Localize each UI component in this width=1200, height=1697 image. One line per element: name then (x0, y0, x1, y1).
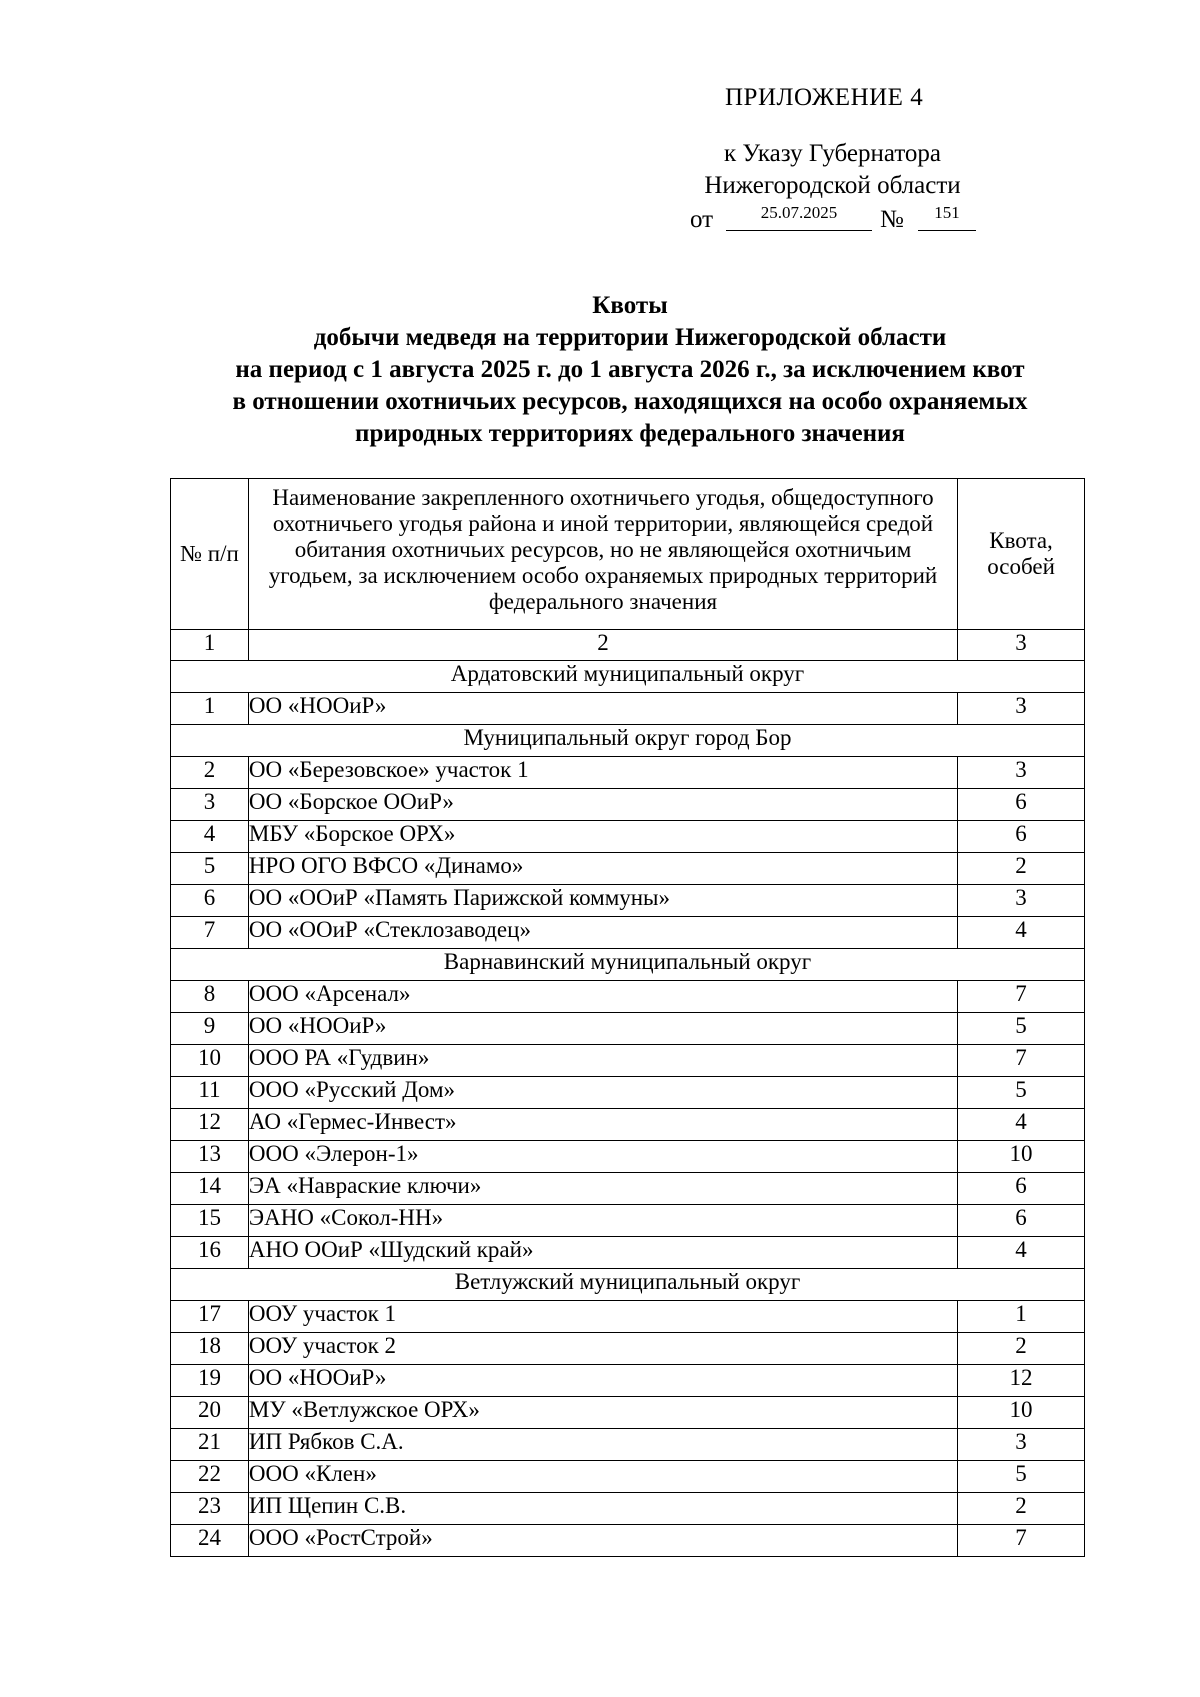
table-row (171, 1461, 1085, 1493)
hunting-ground-name: ООО «Арсенал» (248, 981, 957, 1013)
table-row (171, 1013, 1085, 1045)
table-row (171, 789, 1085, 821)
hunting-ground-name: ООО «Элерон-1» (248, 1141, 957, 1173)
hunting-ground-name: ООО «Русский Дом» (248, 1077, 957, 1109)
quota-table (170, 478, 1085, 1557)
row-number: 21 (171, 1429, 249, 1461)
row-number: 1 (171, 693, 249, 725)
table-row (171, 853, 1085, 885)
row-number: 5 (171, 853, 249, 885)
header-quota: Квота, особей (958, 479, 1085, 630)
table-row (171, 1237, 1085, 1269)
table-row (171, 693, 1085, 725)
row-number: 23 (171, 1493, 249, 1525)
title-line-2: добычи медведя на территории Нижегородской области (313, 324, 947, 351)
table-row (171, 1365, 1085, 1397)
quota-value: 10 (958, 1141, 1085, 1173)
hunting-ground-name: НРО ОГО ВФСО «Динамо» (248, 853, 957, 885)
hunting-ground-name: ОО «Борское ООиР» (248, 789, 957, 821)
row-number: 13 (171, 1141, 249, 1173)
quota-value: 3 (958, 1429, 1085, 1461)
title-line-5: природных территориях федерального значения (355, 420, 905, 447)
hunting-ground-name: ОО «НООиР» (248, 693, 957, 725)
row-number: 20 (171, 1397, 249, 1429)
district-row (171, 949, 1085, 981)
row-number: 10 (171, 1045, 249, 1077)
hunting-ground-name: АО «Гермес-Инвест» (248, 1109, 957, 1141)
row-number: 6 (171, 885, 249, 917)
quota-value: 7 (958, 981, 1085, 1013)
hunting-ground-name: ООО «РостСтрой» (248, 1525, 957, 1557)
title-line-4: в отношении охотничьих ресурсов, находящихся на особо охраняемых (232, 388, 1028, 415)
district-row (171, 661, 1085, 693)
row-number: 17 (171, 1301, 249, 1333)
row-number: 7 (171, 917, 249, 949)
table-row (171, 885, 1085, 917)
quota-value: 2 (958, 1333, 1085, 1365)
hunting-ground-name: ОО «ООиР «Память Парижской коммуны» (248, 885, 957, 917)
table-row (171, 1141, 1085, 1173)
quota-value: 10 (958, 1397, 1085, 1429)
table-row (171, 1205, 1085, 1237)
table-row (171, 1109, 1085, 1141)
quota-value: 6 (958, 1205, 1085, 1237)
document-title (150, 290, 1110, 450)
table-row (171, 1333, 1085, 1365)
row-number: 2 (171, 757, 249, 789)
hunting-ground-name: ОО «Березовское» участок 1 (248, 757, 957, 789)
row-number: 15 (171, 1205, 249, 1237)
table-row (171, 1077, 1085, 1109)
quota-value: 7 (958, 1525, 1085, 1557)
decree-line-1: к Указу Губернатора (723, 140, 942, 167)
row-number: 18 (171, 1333, 249, 1365)
quota-value: 3 (958, 757, 1085, 789)
quota-value: 5 (958, 1077, 1085, 1109)
district-name: Ардатовский муниципальный округ (171, 661, 1085, 693)
row-number: 3 (171, 789, 249, 821)
row-number: 19 (171, 1365, 249, 1397)
district-name: Варнавинский муниципальный округ (171, 949, 1085, 981)
row-number: 9 (171, 1013, 249, 1045)
quota-value: 3 (958, 693, 1085, 725)
quota-value: 4 (958, 1237, 1085, 1269)
hunting-ground-name: АНО ООиР «Шудский край» (248, 1237, 957, 1269)
district-row (171, 1269, 1085, 1301)
decree-number: 151 (918, 204, 976, 231)
table-row (171, 757, 1085, 789)
table-row (171, 821, 1085, 853)
table-row (171, 981, 1085, 1013)
from-label: от (690, 206, 714, 233)
decree-line-2: Нижегородской области (704, 172, 961, 199)
number-label: № (880, 206, 904, 233)
row-number: 4 (171, 821, 249, 853)
district-row (171, 725, 1085, 757)
quota-value: 2 (958, 853, 1085, 885)
table-row (171, 1429, 1085, 1461)
hunting-ground-name: ОО «ООиР «Стеклозаводец» (248, 917, 957, 949)
hunting-ground-name: МУ «Ветлужское ОРХ» (248, 1397, 957, 1429)
decree-reference (680, 138, 985, 202)
hunting-ground-name: ЭА «Навраские ключи» (248, 1173, 957, 1205)
quota-value: 12 (958, 1365, 1085, 1397)
column-number: 1 (171, 630, 249, 661)
hunting-ground-name: ООУ участок 1 (248, 1301, 957, 1333)
quota-value: 5 (958, 1461, 1085, 1493)
row-number: 24 (171, 1525, 249, 1557)
hunting-ground-name: ОО «НООиР» (248, 1365, 957, 1397)
column-number-row (171, 630, 1085, 661)
quota-value: 7 (958, 1045, 1085, 1077)
table-header-row (171, 479, 1085, 630)
table-body (171, 630, 1085, 1557)
header-num: № п/п (171, 479, 249, 630)
table-row (171, 917, 1085, 949)
title-line-1: Квоты (592, 292, 668, 319)
table-row (171, 1525, 1085, 1557)
table-row (171, 1493, 1085, 1525)
quota-value: 6 (958, 821, 1085, 853)
quota-value: 1 (958, 1301, 1085, 1333)
appendix-label: ПРИЛОЖЕНИЕ 4 (725, 84, 924, 111)
table-row (171, 1301, 1085, 1333)
table-row (171, 1397, 1085, 1429)
row-number: 8 (171, 981, 249, 1013)
header-name: Наименование закрепленного охотничьего угодья, общедоступного охотничьего угодья района и иной территории, являющейся средой обитания охотничьих ресурсов, но не являющейся охотничьим угодьем, за исключением особо охраняемых природных территорий федерального значения (248, 479, 957, 630)
column-number: 2 (248, 630, 957, 661)
hunting-ground-name: ИП Щепин С.В. (248, 1493, 957, 1525)
table-row (171, 1173, 1085, 1205)
hunting-ground-name: ООО РА «Гудвин» (248, 1045, 957, 1077)
decree-date: 25.07.2025 (726, 204, 872, 231)
row-number: 14 (171, 1173, 249, 1205)
row-number: 22 (171, 1461, 249, 1493)
quota-value: 3 (958, 885, 1085, 917)
title-line-3: на период с 1 августа 2025 г. до 1 августа 2026 г., за исключением квот (235, 356, 1025, 383)
hunting-ground-name: ОО «НООиР» (248, 1013, 957, 1045)
district-name: Муниципальный округ город Бор (171, 725, 1085, 757)
quota-value: 5 (958, 1013, 1085, 1045)
column-number: 3 (958, 630, 1085, 661)
row-number: 11 (171, 1077, 249, 1109)
hunting-ground-name: ООУ участок 2 (248, 1333, 957, 1365)
table-row (171, 1045, 1085, 1077)
quota-value: 6 (958, 1173, 1085, 1205)
hunting-ground-name: ИП Рябков С.А. (248, 1429, 957, 1461)
row-number: 12 (171, 1109, 249, 1141)
quota-value: 6 (958, 789, 1085, 821)
hunting-ground-name: ЭАНО «Сокол-НН» (248, 1205, 957, 1237)
row-number: 16 (171, 1237, 249, 1269)
hunting-ground-name: МБУ «Борское ОРХ» (248, 821, 957, 853)
quota-value: 2 (958, 1493, 1085, 1525)
district-name: Ветлужский муниципальный округ (171, 1269, 1085, 1301)
quota-value: 4 (958, 917, 1085, 949)
quota-value: 4 (958, 1109, 1085, 1141)
hunting-ground-name: ООО «Клен» (248, 1461, 957, 1493)
